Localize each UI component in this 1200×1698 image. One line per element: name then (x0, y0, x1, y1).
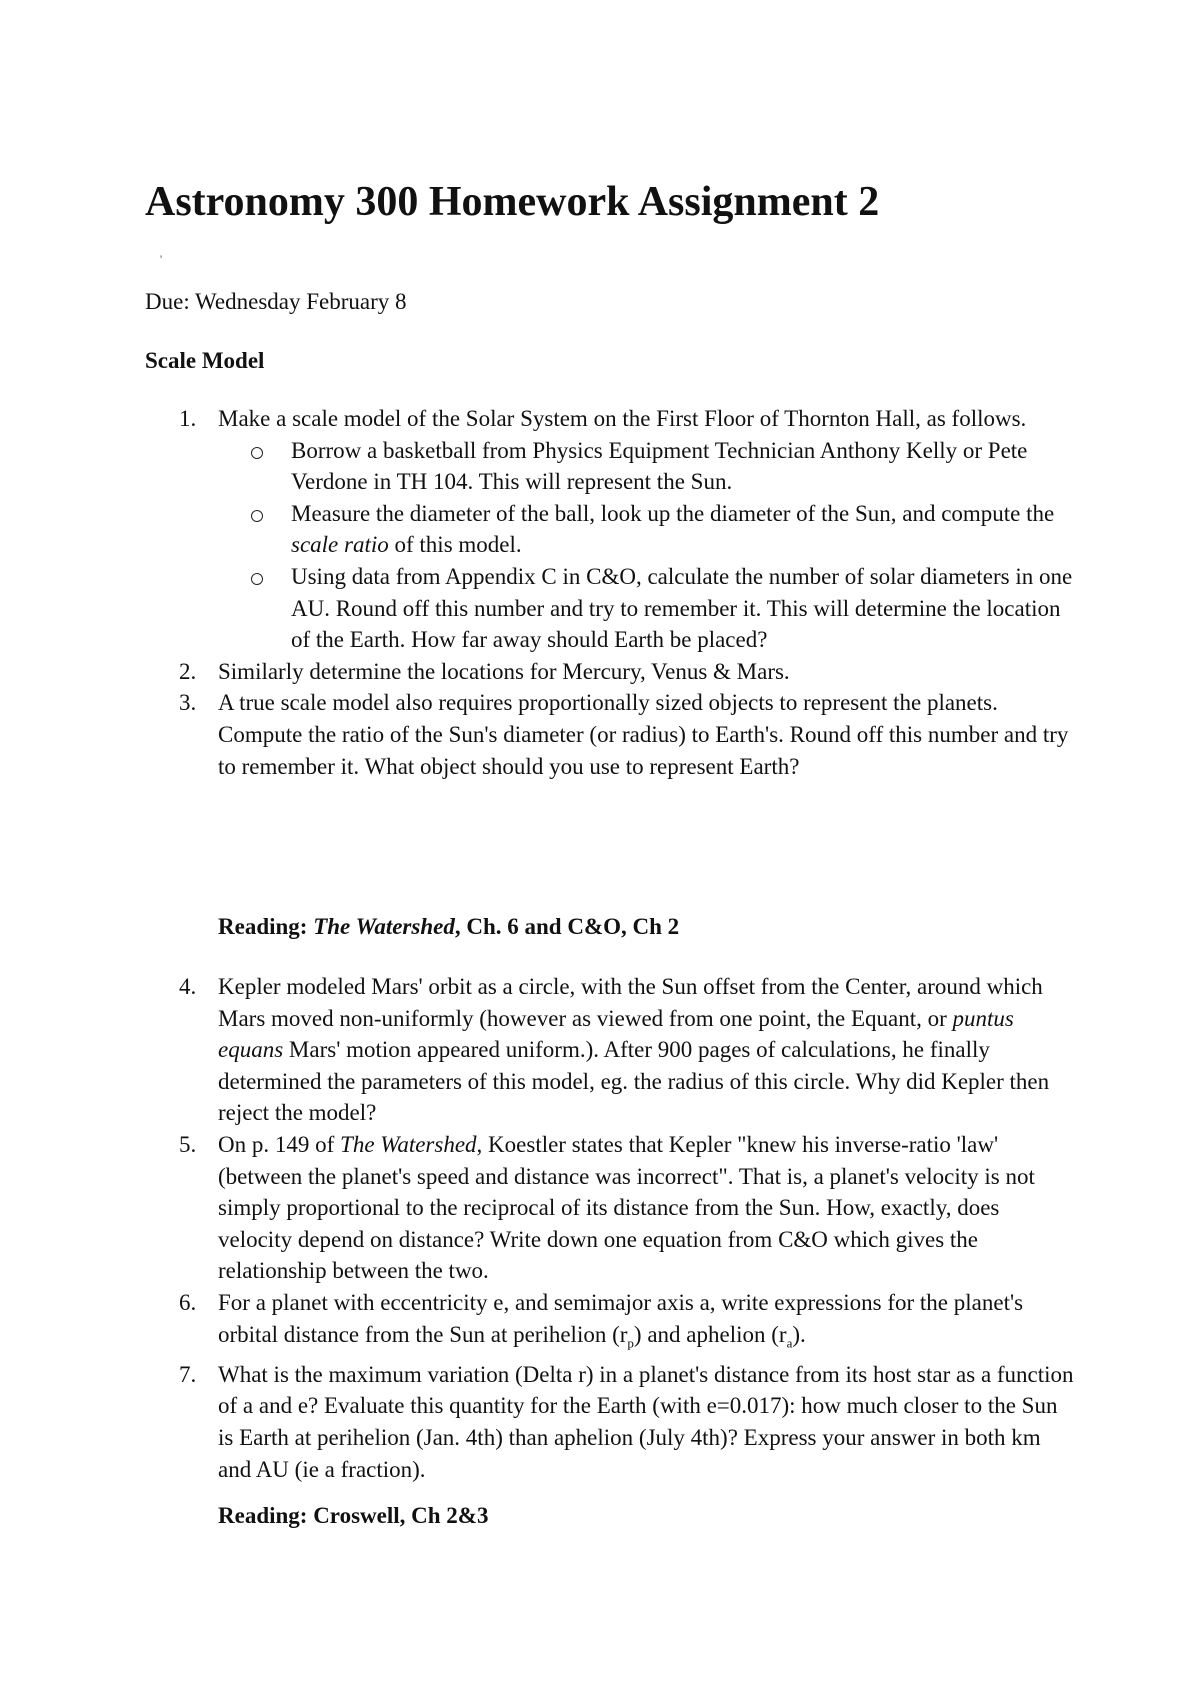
question-text: ) and aphelion (r (633, 1321, 787, 1347)
subscript: a (786, 1335, 793, 1351)
question-7 (145, 1359, 1075, 1485)
reading-assignment-1 (218, 911, 679, 943)
question-text: On p. 149 of (218, 1131, 341, 1157)
emphasis-text: scale ratio (291, 532, 389, 558)
circle-bullet-icon (251, 573, 263, 585)
subscript: p (627, 1335, 634, 1351)
question-text: For a planet with eccentricity e, and semimajor axis a, write expressions for the planet's orbital distance from the Sun at perihelion (r (218, 1289, 1024, 1347)
emphasis-text: The Watershed (340, 1131, 477, 1157)
question-number: 5. (179, 1131, 197, 1157)
question-text: Mars' motion appeared uniform.). After 900 pages of calculations, he finally determined the parameters of this model, eg. the radius of this circle. Why did Kepler then reject the model? (218, 1037, 1050, 1126)
question-list-kepler (145, 971, 1075, 1485)
question-number: 2. (179, 658, 197, 684)
question-number: 7. (179, 1361, 197, 1387)
question-3 (145, 687, 1075, 782)
question-text: Kepler modeled Mars' orbit as a circle, with the Sun offset from the Center, around which Mars moved non-uniformly (however as viewed from one point, the Equant, or (218, 974, 1043, 1031)
sub-item-text: Borrow a basketball from Physics Equipment Technician Anthony Kelly or Pete Verdone in TH 104. This will represent the Sun. (291, 437, 1028, 495)
question-text: What is the maximum variation (Delta r) in a planet's distance from its host star as a function of a and e? Evaluate this quantity for the Earth (with e=0.017): how much closer to the Sun is Earth at perihelion (Jan. 4th) than aphelion (July 4th)? Express your answer in both km and AU (ie a fraction). (218, 1361, 1074, 1482)
question-text: A true scale model also requires proportionally sized objects to represent the planets. Compute the ratio of the Sun's diameter (or radius) to Earth's. Round off this number and try to remember it. What object should you use to represent Earth? (218, 690, 1069, 779)
question-text: Make a scale model of the Solar System on the First Floor of Thornton Hall, as follows. (218, 406, 1027, 431)
question-number: 4. (179, 974, 197, 999)
sub-item-text: Measure the diameter of the ball, look up the diameter of the Sun, and compute the (291, 500, 1055, 526)
circle-bullet-icon (251, 447, 263, 459)
due-date: Due: Wednesday February 8 (145, 289, 407, 314)
question-number: 6. (179, 1289, 197, 1315)
stray-mark: ' (160, 252, 163, 266)
question-list-scale-model (145, 403, 1075, 782)
question-text: Similarly determine the locations for Mercury, Venus & Mars. (218, 658, 790, 684)
question-text: , Koestler states that Kepler "knew his inverse-ratio 'law' (between the planet's speed and distance was incorrect". That is, a planet's velocity is not simply proportional to the reciprocal of its distance from the Sun. How, exactly, does velocity depend on distance? Write down one equation from C&O which gives the relationship between the two. (218, 1131, 1035, 1284)
question-text: ). (792, 1321, 806, 1347)
sub-item-text: of this model. (388, 532, 522, 558)
question-6 (145, 1287, 1075, 1359)
section-heading-scale-model: Scale Model (145, 348, 265, 373)
question-number: 3. (179, 690, 197, 716)
sub-item (218, 498, 1075, 561)
reading-assignment-2: Reading: Croswell, Ch 2&3 (218, 1503, 489, 1528)
question-5 (145, 1129, 1075, 1287)
reading-label: Reading: (218, 914, 308, 939)
circle-bullet-icon (251, 510, 263, 522)
sub-list (218, 435, 1075, 656)
question-number: 1. (179, 406, 197, 431)
page-title: Astronomy 300 Homework Assignment 2 (145, 179, 880, 225)
sub-item-text: Using data from Appendix C in C&O, calculate the number of solar diameters in one AU. Round off this number and try to remember it. This will determine the location of the Earth. How far away should Earth be placed? (291, 563, 1073, 653)
question-2 (145, 656, 1075, 688)
emphasis-text: puntus equans (218, 1005, 1014, 1063)
question-4 (145, 971, 1075, 1129)
question-1 (145, 403, 1075, 656)
reading-book-title: The Watershed (313, 914, 455, 939)
sub-item (218, 435, 1075, 498)
reading-chapters: , Ch. 6 and C&O, Ch 2 (454, 914, 680, 939)
sub-item (218, 561, 1075, 656)
